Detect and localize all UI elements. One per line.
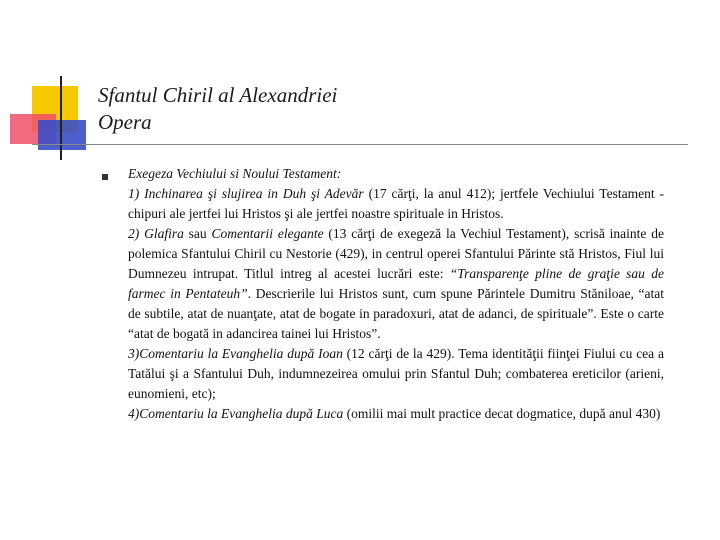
item-1	[128, 184, 664, 224]
item-2-alt-title: Comentarii elegante	[211, 226, 324, 241]
item-3	[128, 344, 664, 404]
item-3-text: (12 cărţi de la 429). Tema identităţii fiinţei Fiului cu cea a Tatălui şi a Sfantului Duh, indumnezeirea omului prin Sfantul Duh; combaterea ereticilor (arieni, eunomieni, etc);	[128, 346, 664, 401]
item-2-quote: “Transparenţe pline de graţie sau de farmec in Pentateuh”	[128, 266, 665, 301]
item-1-title: 1) Inchinarea şi slujirea in Duh şi Adevăr	[128, 186, 364, 201]
item-2-text-cont: . Descrierile lui Hristos sunt, cum spune Părintele Dumitru Stăniloae, “atat de subtile, atat de nuanţate, atat de bogate in paradoxuri, atat de adanci, de spirituale”. Este o carte “atat de bogată in adancirea tainei lui Hristos”.	[128, 286, 665, 341]
item-2	[128, 224, 664, 344]
item-1-text: (17 cărţi, la anul 412); jertfele Vechiului Testament - chipuri ale jertfei lui Hristos şi ale jertfei noastre spirituale in Hristos.	[128, 186, 664, 221]
item-4-text: (omilii mai mult practice decat dogmatice, după anul 430)	[343, 406, 661, 421]
title-divider-line	[32, 144, 688, 145]
slide-title-line1: Sfantul Chiril al Alexandriei	[98, 83, 338, 107]
slide-body	[128, 164, 664, 424]
item-2-connector: sau	[183, 226, 212, 241]
item-3-title: 3)Comentariu la Evanghelia după Ioan	[128, 346, 343, 361]
item-4-title: 4)Comentariu la Evanghelia după Luca	[128, 406, 344, 421]
decor-blue-rectangle	[38, 120, 86, 150]
slide-title	[98, 82, 337, 136]
slide-title-line2: Opera	[98, 110, 152, 134]
body-heading: Exegeza Vechiului si Noului Testament:	[128, 166, 342, 181]
item-2-title: 2) Glafira	[128, 226, 184, 241]
item-4	[128, 404, 664, 424]
square-bullet-icon	[102, 174, 108, 180]
item-2-text: (13 cărţi de exegeză la Vechiul Testament), scrisă inainte de polemica Sfantului Chiril cu Nestorie (429), in centrul operei Sfantului Părinte stă Hristos, Fiul lui Dumnezeu intrupat. Titlul intreg al acestei lucrări este:	[128, 226, 664, 281]
decor-vertical-line	[60, 76, 62, 160]
